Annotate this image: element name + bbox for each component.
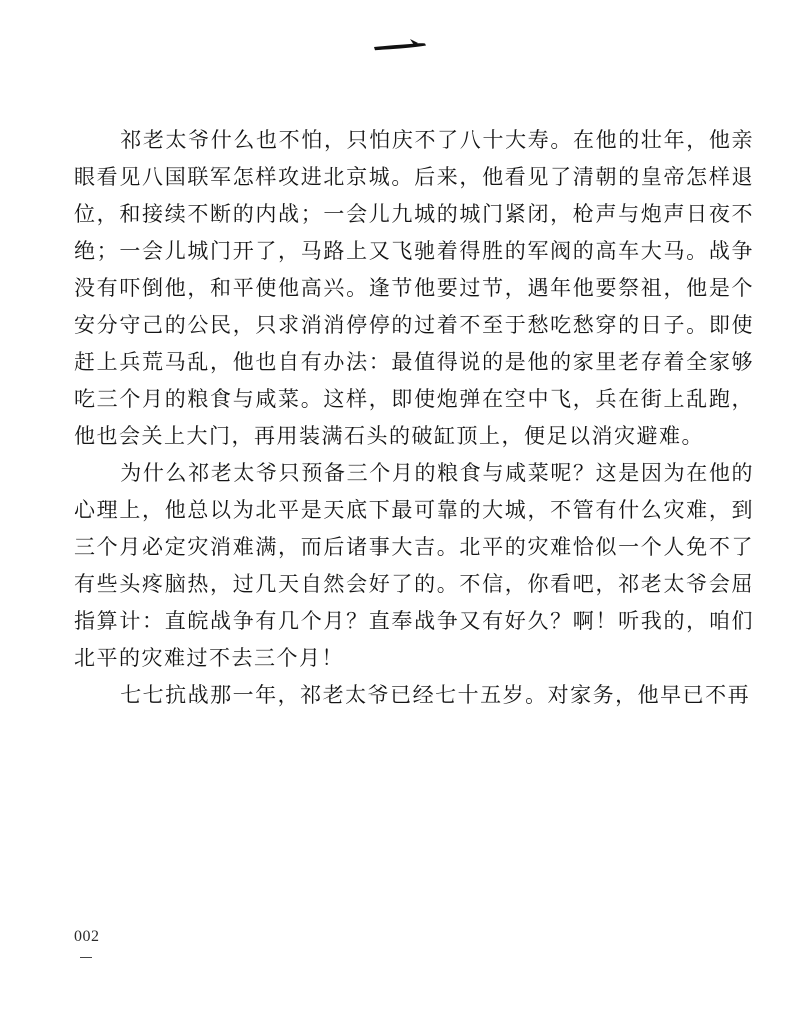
paragraph-2: 为什么祁老太爷只预备三个月的粮食与咸菜呢？这是因为在他的心理上，他总以为北平是天底下最可靠的大城，不管有什么灾难，到三个月必定灾消难满，而后诸事大吉。北平的灾难恰似一个人免不了有些头疼脑热，过几天自然会好了的。不信，你看吧，祁老太爷会屈指算计：直皖战争有几个月？直奉战争又有好久？啊！听我的，咱们北平的灾难过不去三个月！: [74, 461, 754, 670]
page-number: 002: [74, 928, 100, 945]
chapter-body: [74, 122, 754, 714]
paragraph-3: 七七抗战那一年，祁老太爷已经七十五岁。对家务，他早已不再: [120, 683, 751, 707]
chapter-number-glyph: [370, 26, 430, 66]
page-number-rule: [80, 957, 92, 958]
paragraph-1: 祁老太爷什么也不怕，只怕庆不了八十大寿。在他的壮年，他亲眼看见八国联军怎样攻进北京城。后来，他看见了清朝的皇帝怎样退位，和接续不断的内战；一会儿九城的城门紧闭，枪声与炮声日夜不绝；一会儿城门开了，马路上又飞驰着得胜的军阀的高车大马。战争没有吓倒他，和平使他高兴。逢节他要过节，遇年他要祭祖，他是个安分守己的公民，只求消消停停的过着不至于愁吃愁穿的日子。即使赶上兵荒马乱，他也自有办法：最值得说的是他的家里老存着全家够吃三个月的粮食与咸菜。这样，即使炮弹在空中飞，兵在街上乱跑，他也会关上大门，再用装满石头的破缸顶上，便足以消灾避难。: [74, 128, 754, 448]
